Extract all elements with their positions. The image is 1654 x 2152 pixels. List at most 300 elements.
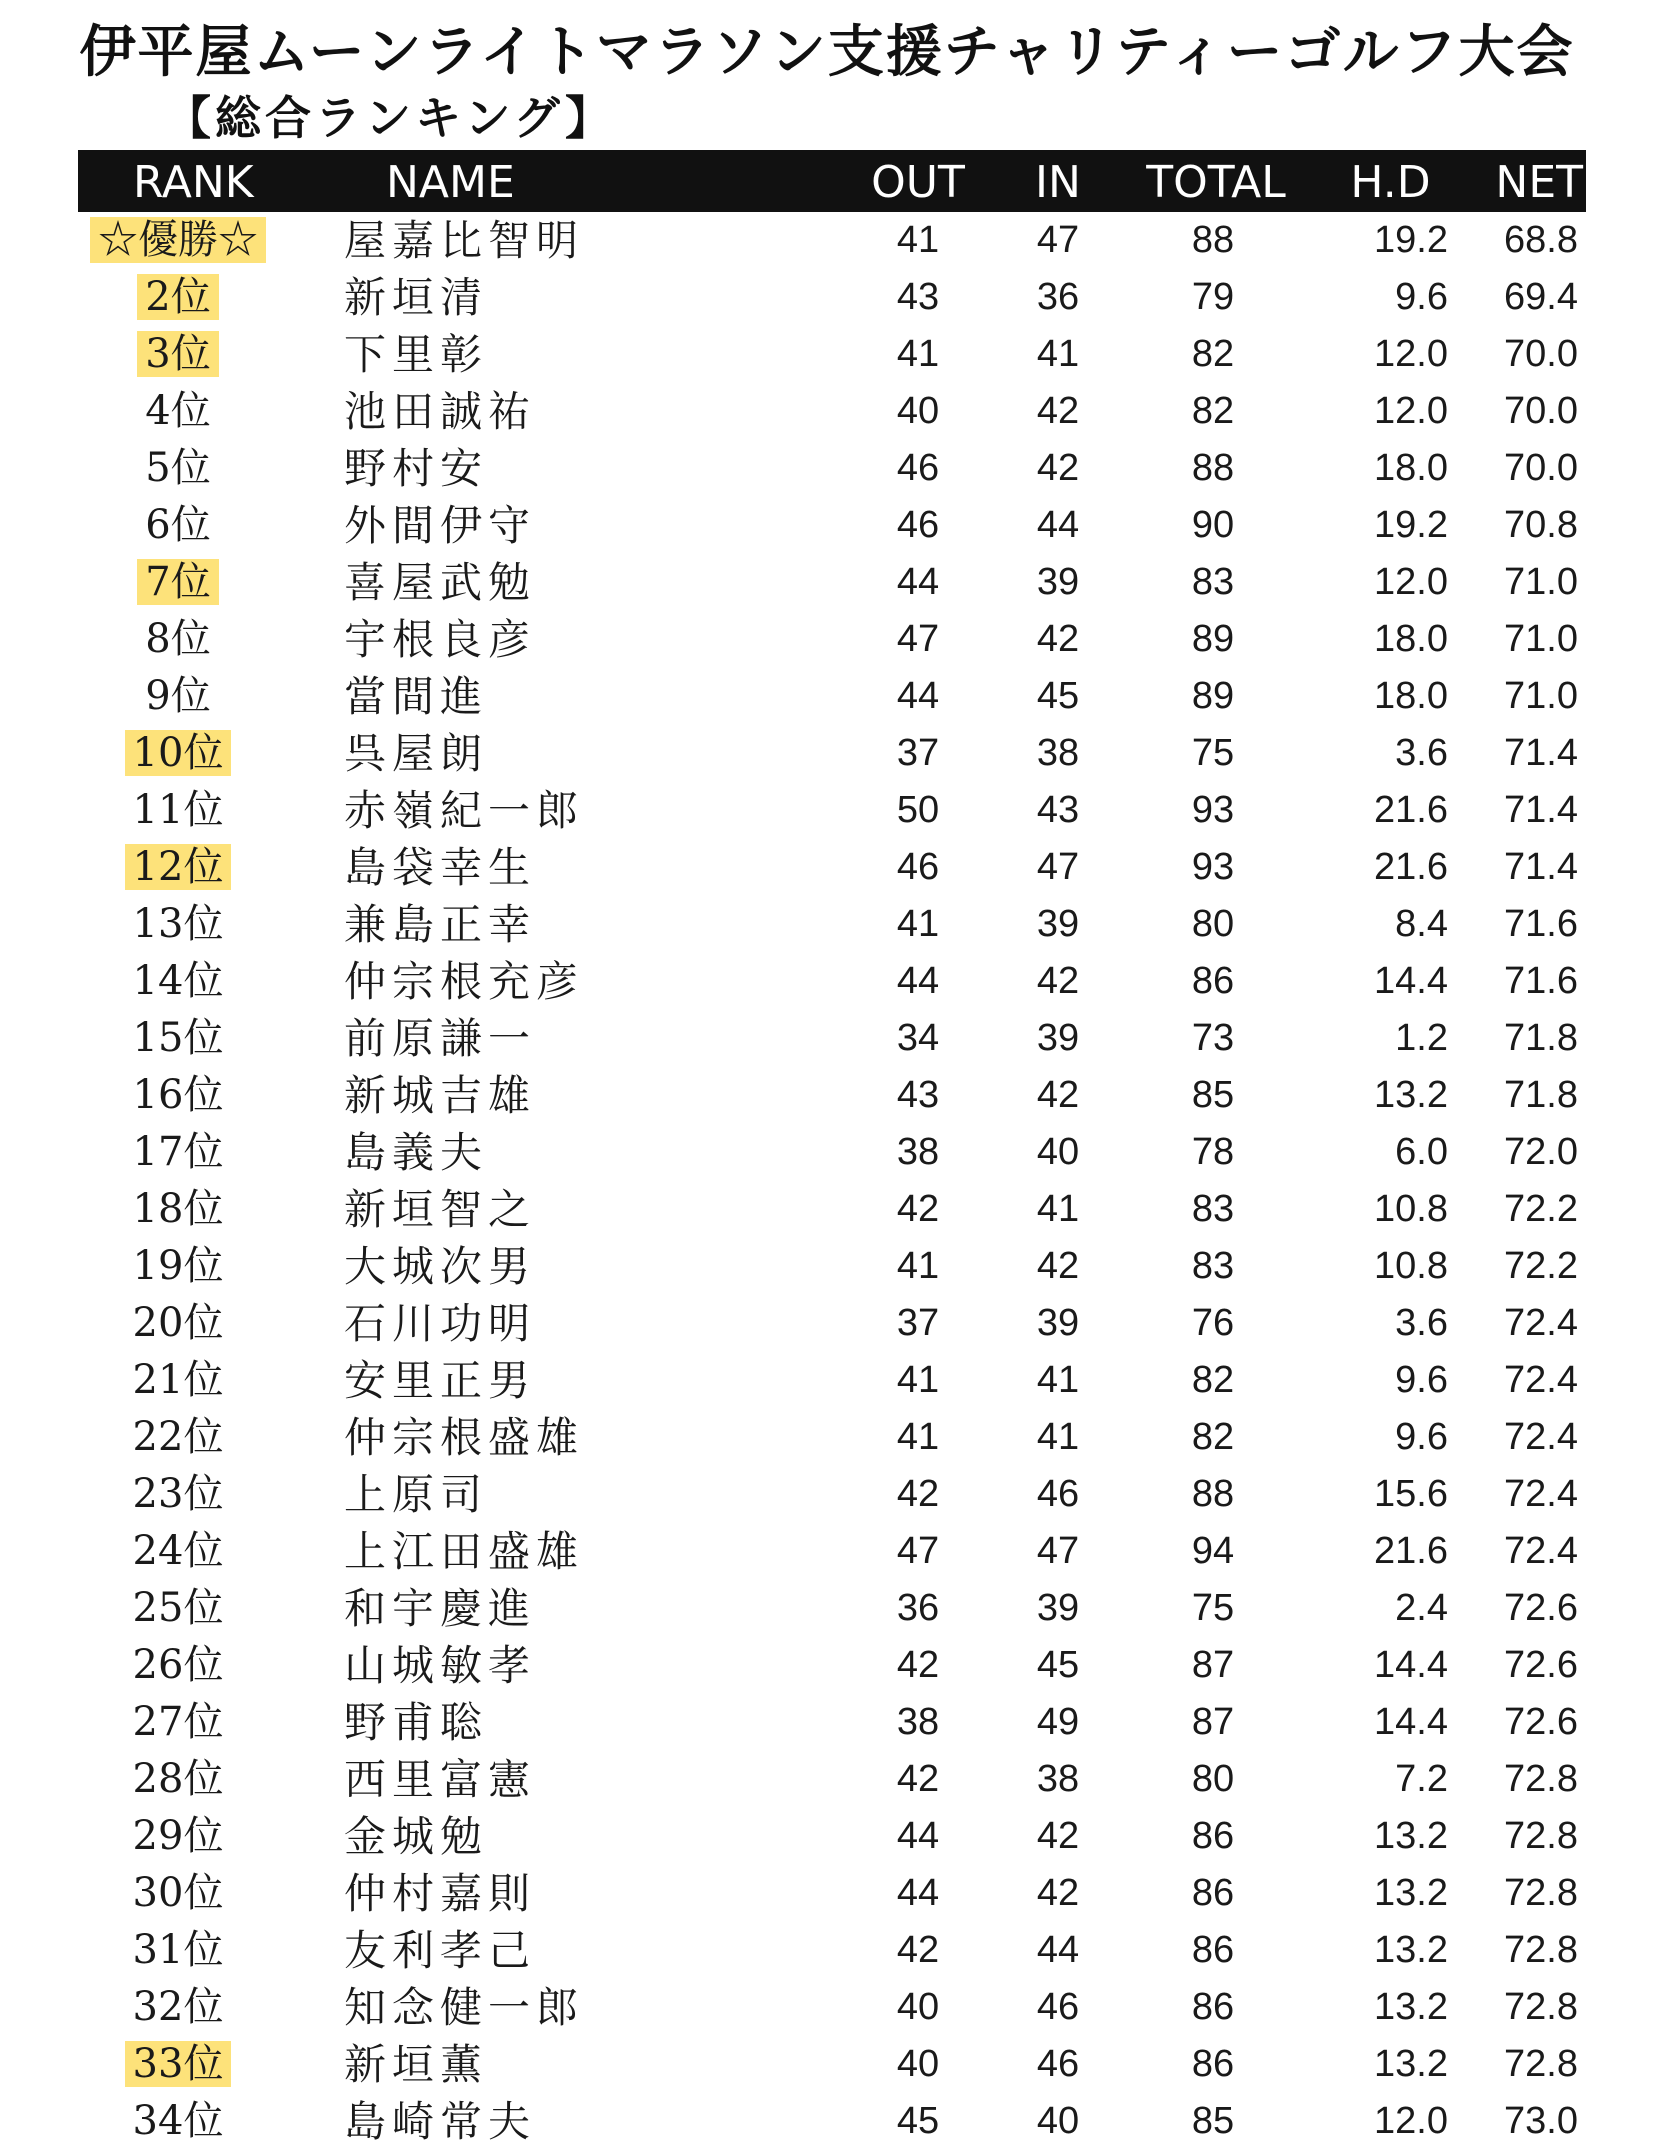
in-score-cell: 46: [1036, 1473, 1080, 1515]
rank-label: 15位: [132, 1015, 224, 1061]
net-score-cell: 68.8: [1504, 219, 1578, 261]
section-heading: 【総合ランキング】: [165, 91, 615, 145]
rank-label: 24位: [132, 1528, 224, 1574]
table-row: [78, 1580, 1586, 1637]
net-score-cell: 72.2: [1504, 1245, 1578, 1287]
in-score-cell: 46: [1036, 1986, 1080, 2028]
total-score-cell: 86: [1191, 960, 1235, 1002]
handicap-cell: 21.6: [1374, 789, 1448, 831]
handicap-cell: 13.2: [1374, 1929, 1448, 1971]
net-score-cell: 70.8: [1504, 504, 1578, 546]
rank-label: 14位: [132, 958, 224, 1004]
table-row: [78, 1979, 1586, 2036]
rank-label: 11位: [132, 787, 224, 833]
net-score-cell: 71.0: [1504, 618, 1578, 660]
rank-label: 9位: [145, 673, 211, 719]
column-header-out: OUT: [871, 157, 965, 208]
out-score-cell: 42: [896, 1644, 940, 1686]
rank-cell: [78, 1409, 278, 1466]
handicap-cell: 14.4: [1374, 960, 1448, 1002]
net-score-cell: 72.4: [1504, 1530, 1578, 1572]
column-header-net: NET: [1495, 157, 1583, 208]
rank-cell: [78, 782, 278, 839]
net-score-cell: 72.4: [1504, 1359, 1578, 1401]
rank-label: 17位: [132, 1129, 224, 1175]
player-name-cell: 仲宗根充彦: [344, 957, 585, 1006]
player-name-cell: 安里正男: [344, 1356, 537, 1405]
rank-cell: [78, 497, 278, 554]
rank-cell: [78, 1181, 278, 1238]
total-score-cell: 87: [1191, 1644, 1235, 1686]
rank-cell: [78, 1580, 278, 1637]
table-row: [78, 1694, 1586, 1751]
total-score-cell: 89: [1191, 675, 1235, 717]
rank-cell: [78, 725, 278, 782]
rank-cell: [78, 1523, 278, 1580]
total-score-cell: 86: [1191, 1815, 1235, 1857]
net-score-cell: 72.8: [1504, 1872, 1578, 1914]
handicap-cell: 13.2: [1374, 1074, 1448, 1116]
in-score-cell: 42: [1036, 1815, 1080, 1857]
out-score-cell: 38: [896, 1701, 940, 1743]
in-score-cell: 49: [1036, 1701, 1080, 1743]
net-score-cell: 72.0: [1504, 1131, 1578, 1173]
rank-cell: [78, 2036, 278, 2093]
in-score-cell: 46: [1036, 2043, 1080, 2085]
handicap-cell: 19.2: [1374, 219, 1448, 261]
handicap-cell: 13.2: [1374, 2043, 1448, 2085]
handicap-cell: 2.4: [1395, 1587, 1448, 1629]
table-row: [78, 953, 1586, 1010]
in-score-cell: 36: [1036, 276, 1080, 318]
in-score-cell: 42: [1036, 1074, 1080, 1116]
player-name-cell: 島義夫: [344, 1128, 489, 1177]
out-score-cell: 44: [896, 1872, 940, 1914]
total-score-cell: 86: [1191, 2043, 1235, 2085]
in-score-cell: 47: [1036, 219, 1080, 261]
table-row: [78, 326, 1586, 383]
out-score-cell: 34: [896, 1017, 940, 1059]
out-score-cell: 42: [896, 1473, 940, 1515]
table-row: [78, 1238, 1586, 1295]
column-header-rank: RANK: [133, 157, 254, 208]
out-score-cell: 43: [896, 1074, 940, 1116]
player-name-cell: 下里彰: [344, 330, 489, 379]
rank-label: 22位: [132, 1414, 224, 1460]
out-score-cell: 47: [896, 618, 940, 660]
rank-label: 18位: [132, 1186, 224, 1232]
in-score-cell: 44: [1036, 1929, 1080, 1971]
table-row: [78, 1751, 1586, 1808]
player-name-cell: 仲村嘉則: [344, 1869, 537, 1918]
rank-label: 10位: [125, 730, 232, 776]
rank-cell: [78, 1352, 278, 1409]
rank-cell: [78, 554, 278, 611]
table-row: [78, 212, 1586, 269]
total-score-cell: 82: [1191, 1416, 1235, 1458]
handicap-cell: 9.6: [1395, 276, 1448, 318]
rank-cell: [78, 839, 278, 896]
total-score-cell: 94: [1191, 1530, 1235, 1572]
handicap-cell: 21.6: [1374, 1530, 1448, 1572]
net-score-cell: 72.8: [1504, 2043, 1578, 2085]
total-score-cell: 83: [1191, 1188, 1235, 1230]
out-score-cell: 42: [896, 1758, 940, 1800]
net-score-cell: 73.0: [1504, 2100, 1578, 2142]
player-name-cell: 野甫聡: [344, 1698, 489, 1747]
rank-label: 7位: [137, 559, 218, 605]
out-score-cell: 46: [896, 846, 940, 888]
rank-cell: [78, 326, 278, 383]
in-score-cell: 45: [1036, 675, 1080, 717]
rank-cell: [78, 896, 278, 953]
in-score-cell: 40: [1036, 2100, 1080, 2142]
player-name-cell: 知念健一郎: [344, 1983, 585, 2032]
player-name-cell: 野村安: [344, 444, 489, 493]
table-row: [78, 611, 1586, 668]
total-score-cell: 86: [1191, 1986, 1235, 2028]
table-row: [78, 1409, 1586, 1466]
net-score-cell: 69.4: [1504, 276, 1578, 318]
out-score-cell: 41: [896, 1359, 940, 1401]
rank-cell: [78, 1067, 278, 1124]
in-score-cell: 42: [1036, 447, 1080, 489]
total-score-cell: 88: [1191, 447, 1235, 489]
table-row: [78, 782, 1586, 839]
net-score-cell: 72.6: [1504, 1701, 1578, 1743]
net-score-cell: 71.0: [1504, 561, 1578, 603]
column-header-handicap: H.D: [1350, 157, 1431, 208]
player-name-cell: 和宇慶進: [344, 1584, 537, 1633]
in-score-cell: 41: [1036, 333, 1080, 375]
out-score-cell: 41: [896, 219, 940, 261]
column-header-name: NAME: [386, 157, 515, 208]
handicap-cell: 13.2: [1374, 1815, 1448, 1857]
rank-cell: [78, 1922, 278, 1979]
rank-label: 4位: [145, 388, 211, 434]
player-name-cell: 石川功明: [344, 1299, 537, 1348]
handicap-cell: 9.6: [1395, 1416, 1448, 1458]
total-score-cell: 85: [1191, 2100, 1235, 2142]
handicap-cell: 12.0: [1374, 333, 1448, 375]
table-row: [78, 725, 1586, 782]
handicap-cell: 10.8: [1374, 1245, 1448, 1287]
handicap-cell: 13.2: [1374, 1986, 1448, 2028]
net-score-cell: 71.4: [1504, 732, 1578, 774]
handicap-cell: 18.0: [1374, 618, 1448, 660]
player-name-cell: 新垣清: [344, 273, 489, 322]
player-name-cell: 屋嘉比智明: [344, 216, 585, 265]
rank-label: 30位: [132, 1870, 224, 1916]
player-name-cell: 宇根良彦: [344, 615, 537, 664]
rank-label: 29位: [132, 1813, 224, 1859]
player-name-cell: 喜屋武勉: [344, 558, 537, 607]
rank-label: 6位: [145, 502, 211, 548]
out-score-cell: 36: [896, 1587, 940, 1629]
table-row: [78, 2093, 1586, 2150]
page-title: 伊平屋ムーンライトマラソン支援チャリティーゴルフ大会: [79, 19, 1575, 85]
rank-cell: [78, 212, 278, 269]
net-score-cell: 72.6: [1504, 1587, 1578, 1629]
in-score-cell: 39: [1036, 1302, 1080, 1344]
handicap-cell: 3.6: [1395, 732, 1448, 774]
handicap-cell: 13.2: [1374, 1872, 1448, 1914]
table-row: [78, 2036, 1586, 2093]
in-score-cell: 39: [1036, 903, 1080, 945]
net-score-cell: 71.4: [1504, 846, 1578, 888]
player-name-cell: 池田誠祐: [344, 387, 537, 436]
player-name-cell: 呉屋朗: [344, 729, 489, 778]
handicap-cell: 21.6: [1374, 846, 1448, 888]
net-score-cell: 72.4: [1504, 1473, 1578, 1515]
table-row: [78, 1352, 1586, 1409]
handicap-cell: 7.2: [1395, 1758, 1448, 1800]
table-row: [78, 269, 1586, 326]
rank-label: 5位: [145, 445, 211, 491]
out-score-cell: 43: [896, 276, 940, 318]
in-score-cell: 42: [1036, 1245, 1080, 1287]
rank-label: 2位: [137, 274, 218, 320]
handicap-cell: 15.6: [1374, 1473, 1448, 1515]
player-name-cell: 西里富憲: [344, 1755, 537, 1804]
in-score-cell: 38: [1036, 1758, 1080, 1800]
table-row: [78, 1523, 1586, 1580]
table-header: [78, 150, 1586, 212]
rank-label: 25位: [132, 1585, 224, 1631]
out-score-cell: 46: [896, 447, 940, 489]
total-score-cell: 86: [1191, 1929, 1235, 1971]
out-score-cell: 37: [896, 1302, 940, 1344]
total-score-cell: 79: [1191, 276, 1235, 318]
handicap-cell: 14.4: [1374, 1701, 1448, 1743]
out-score-cell: 37: [896, 732, 940, 774]
rank-label: 12位: [125, 844, 232, 890]
player-name-cell: 新城吉雄: [344, 1071, 537, 1120]
column-header-total: TOTAL: [1146, 157, 1286, 208]
rank-label: 16位: [132, 1072, 224, 1118]
out-score-cell: 44: [896, 1815, 940, 1857]
table-row: [78, 1295, 1586, 1352]
total-score-cell: 93: [1191, 789, 1235, 831]
handicap-cell: 8.4: [1395, 903, 1448, 945]
net-score-cell: 70.0: [1504, 390, 1578, 432]
table-row: [78, 1181, 1586, 1238]
table-row: [78, 1922, 1586, 1979]
out-score-cell: 41: [896, 1245, 940, 1287]
rank-cell: [78, 1295, 278, 1352]
table-row: [78, 668, 1586, 725]
rank-label: ☆優勝☆: [90, 217, 266, 263]
handicap-cell: 12.0: [1374, 2100, 1448, 2142]
table-row: [78, 383, 1586, 440]
player-name-cell: 島袋幸生: [344, 843, 537, 892]
rank-cell: [78, 1637, 278, 1694]
in-score-cell: 41: [1036, 1416, 1080, 1458]
player-name-cell: 友利孝己: [344, 1926, 537, 1975]
total-score-cell: 82: [1191, 1359, 1235, 1401]
rank-cell: [78, 1979, 278, 2036]
rank-cell: [78, 953, 278, 1010]
rank-label: 28位: [132, 1756, 224, 1802]
table-row: [78, 1808, 1586, 1865]
out-score-cell: 44: [896, 561, 940, 603]
rank-cell: [78, 440, 278, 497]
table-row: [78, 1010, 1586, 1067]
total-score-cell: 86: [1191, 1872, 1235, 1914]
out-score-cell: 41: [896, 903, 940, 945]
player-name-cell: 上原司: [344, 1470, 489, 1519]
rank-cell: [78, 1238, 278, 1295]
in-score-cell: 40: [1036, 1131, 1080, 1173]
handicap-cell: 9.6: [1395, 1359, 1448, 1401]
handicap-cell: 12.0: [1374, 390, 1448, 432]
player-name-cell: 新垣智之: [344, 1185, 537, 1234]
handicap-cell: 19.2: [1374, 504, 1448, 546]
rank-cell: [78, 269, 278, 326]
total-score-cell: 93: [1191, 846, 1235, 888]
rank-cell: [78, 2093, 278, 2150]
out-score-cell: 41: [896, 1416, 940, 1458]
in-score-cell: 42: [1036, 618, 1080, 660]
player-name-cell: 當間進: [344, 672, 489, 721]
rank-cell: [78, 383, 278, 440]
handicap-cell: 18.0: [1374, 447, 1448, 489]
player-name-cell: 大城次男: [344, 1242, 537, 1291]
handicap-cell: 12.0: [1374, 561, 1448, 603]
net-score-cell: 72.8: [1504, 1758, 1578, 1800]
player-name-cell: 前原謙一: [344, 1014, 537, 1063]
out-score-cell: 50: [896, 789, 940, 831]
player-name-cell: 仲宗根盛雄: [344, 1413, 585, 1462]
in-score-cell: 45: [1036, 1644, 1080, 1686]
out-score-cell: 40: [896, 1986, 940, 2028]
rank-label: 32位: [132, 1984, 224, 2030]
in-score-cell: 39: [1036, 1017, 1080, 1059]
rank-cell: [78, 1694, 278, 1751]
total-score-cell: 75: [1191, 732, 1235, 774]
rank-cell: [78, 1010, 278, 1067]
out-score-cell: 42: [896, 1929, 940, 1971]
table-row: [78, 1865, 1586, 1922]
total-score-cell: 87: [1191, 1701, 1235, 1743]
out-score-cell: 46: [896, 504, 940, 546]
in-score-cell: 41: [1036, 1359, 1080, 1401]
in-score-cell: 39: [1036, 561, 1080, 603]
total-score-cell: 89: [1191, 618, 1235, 660]
total-score-cell: 90: [1191, 504, 1235, 546]
total-score-cell: 78: [1191, 1131, 1235, 1173]
net-score-cell: 72.8: [1504, 1986, 1578, 2028]
in-score-cell: 42: [1036, 1872, 1080, 1914]
out-score-cell: 41: [896, 333, 940, 375]
table-row: [78, 1124, 1586, 1181]
handicap-cell: 3.6: [1395, 1302, 1448, 1344]
table-row: [78, 497, 1586, 554]
player-name-cell: 赤嶺紀一郎: [344, 786, 585, 835]
in-score-cell: 42: [1036, 390, 1080, 432]
player-name-cell: 山城敏孝: [344, 1641, 537, 1690]
total-score-cell: 82: [1191, 390, 1235, 432]
table-row: [78, 1067, 1586, 1124]
player-name-cell: 金城勉: [344, 1812, 489, 1861]
rank-cell: [78, 1808, 278, 1865]
total-score-cell: 73: [1191, 1017, 1235, 1059]
player-name-cell: 兼島正幸: [344, 900, 537, 949]
net-score-cell: 70.0: [1504, 333, 1578, 375]
table-row: [78, 1637, 1586, 1694]
player-name-cell: 外間伊守: [344, 501, 537, 550]
in-score-cell: 47: [1036, 846, 1080, 888]
table-row: [78, 440, 1586, 497]
net-score-cell: 72.8: [1504, 1929, 1578, 1971]
net-score-cell: 71.0: [1504, 675, 1578, 717]
net-score-cell: 72.6: [1504, 1644, 1578, 1686]
handicap-cell: 10.8: [1374, 1188, 1448, 1230]
rank-label: 19位: [132, 1243, 224, 1289]
rank-label: 20位: [132, 1300, 224, 1346]
net-score-cell: 71.8: [1504, 1017, 1578, 1059]
net-score-cell: 71.6: [1504, 903, 1578, 945]
rank-label: 23位: [132, 1471, 224, 1517]
out-score-cell: 40: [896, 2043, 940, 2085]
player-name-cell: 新垣薫: [344, 2040, 489, 2089]
rank-label: 26位: [132, 1642, 224, 1688]
table-row: [78, 896, 1586, 953]
out-score-cell: 44: [896, 960, 940, 1002]
total-score-cell: 88: [1191, 219, 1235, 261]
player-name-cell: 島崎常夫: [344, 2097, 537, 2146]
out-score-cell: 38: [896, 1131, 940, 1173]
total-score-cell: 83: [1191, 561, 1235, 603]
in-score-cell: 41: [1036, 1188, 1080, 1230]
out-score-cell: 44: [896, 675, 940, 717]
out-score-cell: 47: [896, 1530, 940, 1572]
total-score-cell: 88: [1191, 1473, 1235, 1515]
handicap-cell: 18.0: [1374, 675, 1448, 717]
total-score-cell: 80: [1191, 903, 1235, 945]
out-score-cell: 40: [896, 390, 940, 432]
rank-label: 33位: [125, 2041, 232, 2087]
handicap-cell: 6.0: [1395, 1131, 1448, 1173]
in-score-cell: 43: [1036, 789, 1080, 831]
rank-cell: [78, 1865, 278, 1922]
total-score-cell: 76: [1191, 1302, 1235, 1344]
rank-label: 21位: [132, 1357, 224, 1403]
rank-cell: [78, 611, 278, 668]
net-score-cell: 72.2: [1504, 1188, 1578, 1230]
rank-label: 31位: [132, 1927, 224, 1973]
rank-label: 13位: [132, 901, 224, 947]
in-score-cell: 39: [1036, 1587, 1080, 1629]
net-score-cell: 71.4: [1504, 789, 1578, 831]
handicap-cell: 1.2: [1395, 1017, 1448, 1059]
out-score-cell: 45: [896, 2100, 940, 2142]
total-score-cell: 83: [1191, 1245, 1235, 1287]
total-score-cell: 82: [1191, 333, 1235, 375]
rank-label: 27位: [132, 1699, 224, 1745]
table-row: [78, 839, 1586, 896]
table-row: [78, 554, 1586, 611]
in-score-cell: 42: [1036, 960, 1080, 1002]
net-score-cell: 70.0: [1504, 447, 1578, 489]
handicap-cell: 14.4: [1374, 1644, 1448, 1686]
net-score-cell: 72.8: [1504, 1815, 1578, 1857]
in-score-cell: 38: [1036, 732, 1080, 774]
rank-cell: [78, 1751, 278, 1808]
in-score-cell: 44: [1036, 504, 1080, 546]
net-score-cell: 71.8: [1504, 1074, 1578, 1116]
net-score-cell: 72.4: [1504, 1302, 1578, 1344]
